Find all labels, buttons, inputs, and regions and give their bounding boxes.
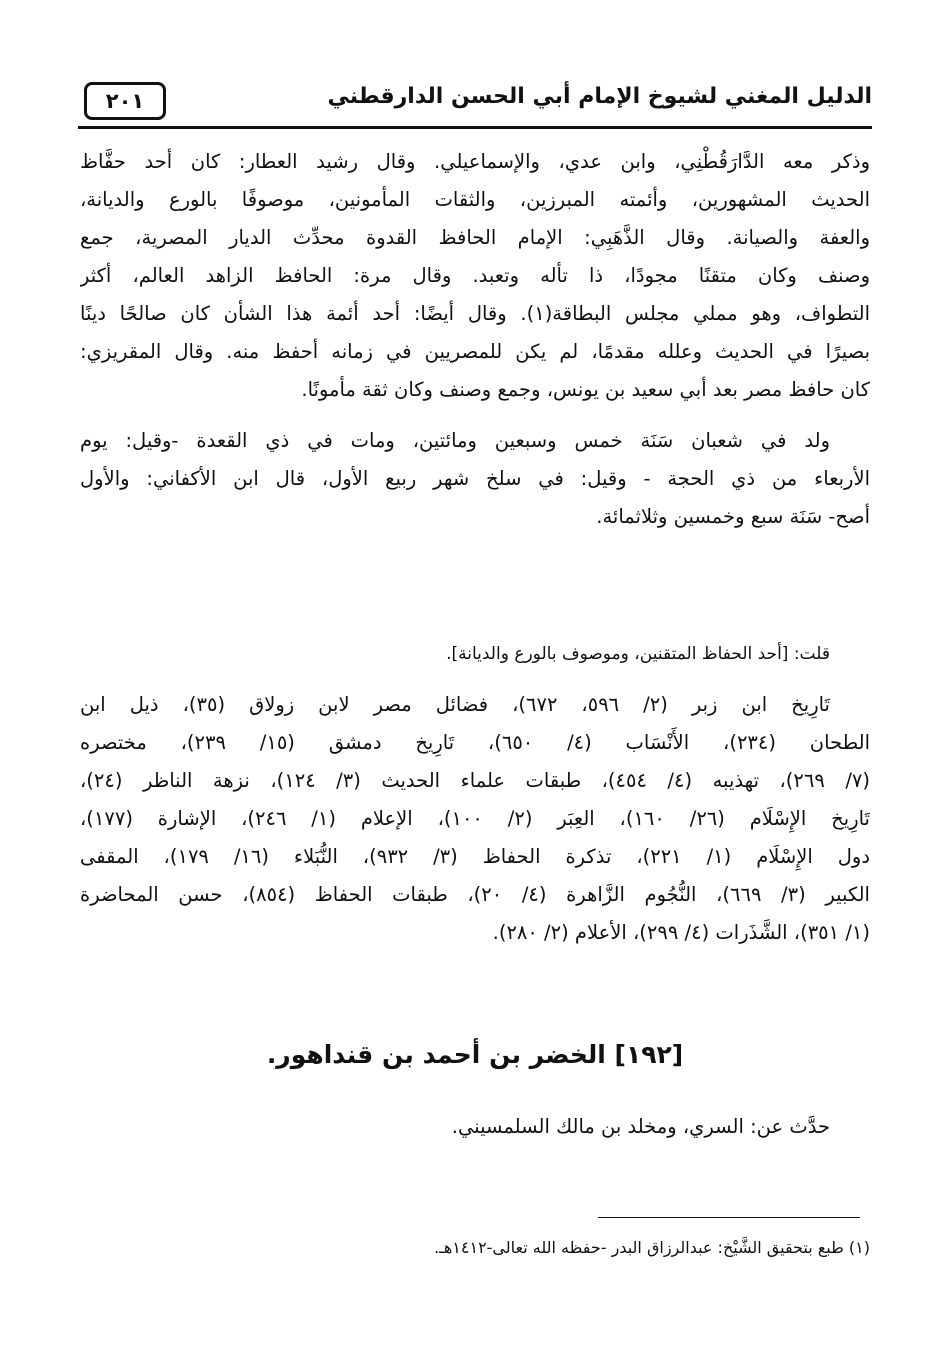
verdict-text: قلت: [أحد الحفاظ المتقنين، وموصوف بالورع والديانة]. [446, 644, 830, 664]
text-line: أصح- سَنَة سبع وخمسين وثلاثمائة. [596, 505, 870, 528]
text-line: الطحان (٢٣٤)، الأَنْسَاب (٤/ ٦٥٠)، تَارِيخ دمشق (١٥/ ٢٣٩)، مختصره [80, 731, 870, 754]
text-line: التطواف، وهو مملي مجلس البطاقة(١). وقال أيضًا: أحد أئمة هذا الشأن كان صالحًا دينًا [80, 302, 870, 325]
text-line: بصيرًا في الحديث وعلله مقدمًا، لم يكن للمصريين في زمانه أحفظ منه. وقال المقريزي: [80, 340, 870, 363]
text-line: حدَّث عن: السري، ومخلد بن مالك السلمسيني. [451, 1115, 830, 1138]
footnote: (١) طبع بتحقيق الشَّيْخ: عبدالرزاق البدر -حفظه الله تعالى-١٤١٢هـ. [434, 1238, 870, 1257]
text-line: تَارِيخ ابن زبر (٢/ ٥٩٦، ٦٧٢)، فضائل مصر لابن زولاق (٣٥)، ذيل ابن [80, 693, 830, 716]
text-line: الكبير (٣/ ٦٦٩)، النُّجُوم الزَّاهرة (٤/ ٢٠)، طبقات الحفاظ (٨٥٤)، حسن المحاضرة [80, 883, 870, 906]
text-line: الأربعاء من ذي الحجة - وقيل: في سلخ شهر ربيع الأول، قال ابن الأكفاني: والأول [80, 467, 870, 490]
text-line: وصنف وكان متقنًا مجودًا، ذا تأله وتعبد. وقال مرة: الحافظ الزاهد العالم، أكثر [80, 264, 870, 287]
text-line: دول الإِسْلَام (١/ ٢٢١)، تذكرة الحفاظ (٣/ ٩٣٢)، النُّبَلاء (١٦/ ١٧٩)، المقفى [80, 845, 870, 868]
entry-body [80, 1108, 870, 1146]
text-line: كان حافظ مصر بعد أبي سعيد بن يونس، وجمع وصنف وكان ثقة مأمونًا. [301, 378, 870, 401]
entry-heading: [١٩٢] الخضر بن أحمد بن قنداهور. [266, 1040, 684, 1069]
text-line: (١/ ٣٥١)، الشَّذَرات (٤/ ٢٩٩)، الأعلام (٢/ ٢٨٠). [492, 921, 870, 944]
text-line: (٧/ ٢٦٩)، تهذيبه (٤/ ٤٥٤)، طبقات علماء الحديث (٣/ ١٢٤)، نزهة الناظر (٢٤)، [80, 769, 870, 792]
text-line: الحديث المشهورين، وأئمته المبرزين، والثقات المأمونين، موصوفًا بالورع والديانة، [80, 188, 870, 211]
verdict [80, 635, 870, 673]
paragraph-dates [80, 422, 870, 536]
header-rule [78, 126, 872, 129]
page-header [78, 78, 872, 124]
text-line: والعفة والصيانة. وقال الذَّهَبِي: الإمام الحافظ القدوة محدِّث الديار المصرية، جمع [80, 226, 870, 249]
sources-list [80, 686, 870, 952]
paragraph-biography [80, 143, 870, 409]
text-line: تَارِيخ الإِسْلَام (٢٦/ ١٦٠)، العِبَر (٢/ ١٠٠)، الإعلام (١/ ٢٤٦)، الإشارة (١٧٧)، [80, 807, 870, 830]
page-number: ٢٠١ [84, 82, 166, 120]
text-line: ولد في شعبان سَنَة خمس وسبعين ومائتين، ومات في ذي القعدة -وقيل: يوم [80, 429, 830, 452]
text-line: وذكر معه الدَّارَقُطْنِي، وابن عدي، والإسماعيلي. وقال رشيد العطار: كان أحد حفَّاظ [80, 150, 870, 173]
footnote-rule [598, 1217, 860, 1218]
running-title: الدليل المغني لشيوخ الإمام أبي الحسن الدارقطني [327, 84, 872, 109]
